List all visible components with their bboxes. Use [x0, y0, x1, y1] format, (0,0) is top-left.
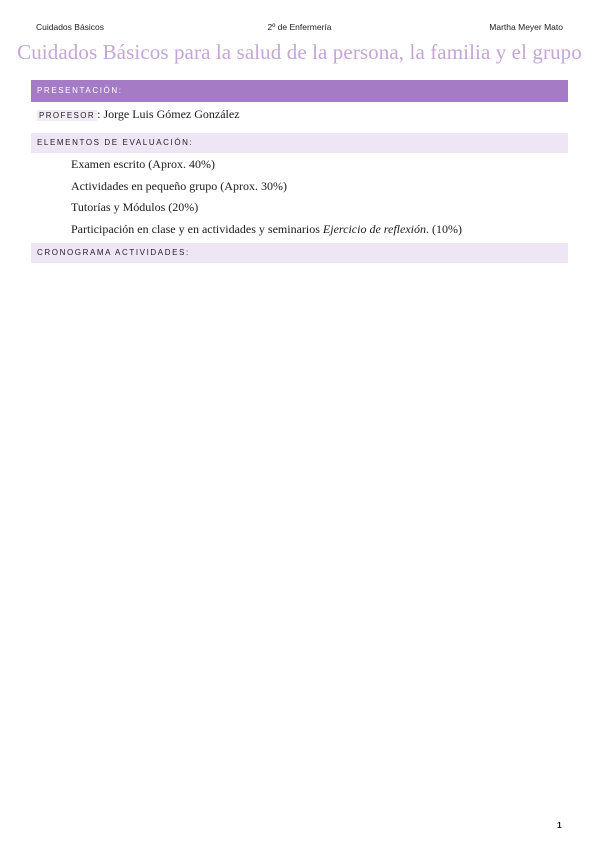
header-course: Cuidados Básicos: [36, 22, 105, 32]
list-item: [71, 221, 462, 243]
item-text: Participación en clase y en actividades y seminarios: [71, 221, 323, 236]
section-cronograma: CRONOGRAMA ACTIVIDADES:: [31, 243, 568, 263]
item-italic: Ejercicio de reflexión: [322, 221, 426, 236]
section-evaluacion: ELEMENTOS DE EVALUACIÓN:: [31, 133, 568, 153]
list-item: Actividades en pequeño grupo (Aprox. 30%): [71, 178, 287, 193]
document-title: Cuidados Básicos para la salud de la persona, la familia y el grupo: [17, 40, 582, 64]
profesor-line: [37, 107, 240, 122]
evaluacion-list: [71, 156, 462, 242]
page-header: [36, 22, 563, 36]
list-item: Examen escrito (Aprox. 40%): [71, 157, 215, 171]
profesor-label: PROFESOR: [39, 111, 96, 120]
profesor-colon: :: [97, 107, 101, 121]
header-year: 2º de Enfermería: [267, 22, 332, 32]
item-text-end: . (10%): [426, 221, 462, 236]
list-item: Tutorías y Módulos (20%): [71, 200, 199, 214]
header-author: Martha Meyer Mato: [489, 22, 563, 32]
page-number: 1: [557, 820, 562, 830]
profesor-name: Jorge Luis Gómez González: [100, 107, 240, 121]
section-presentacion: PRESENTACIÓN:: [31, 80, 568, 102]
